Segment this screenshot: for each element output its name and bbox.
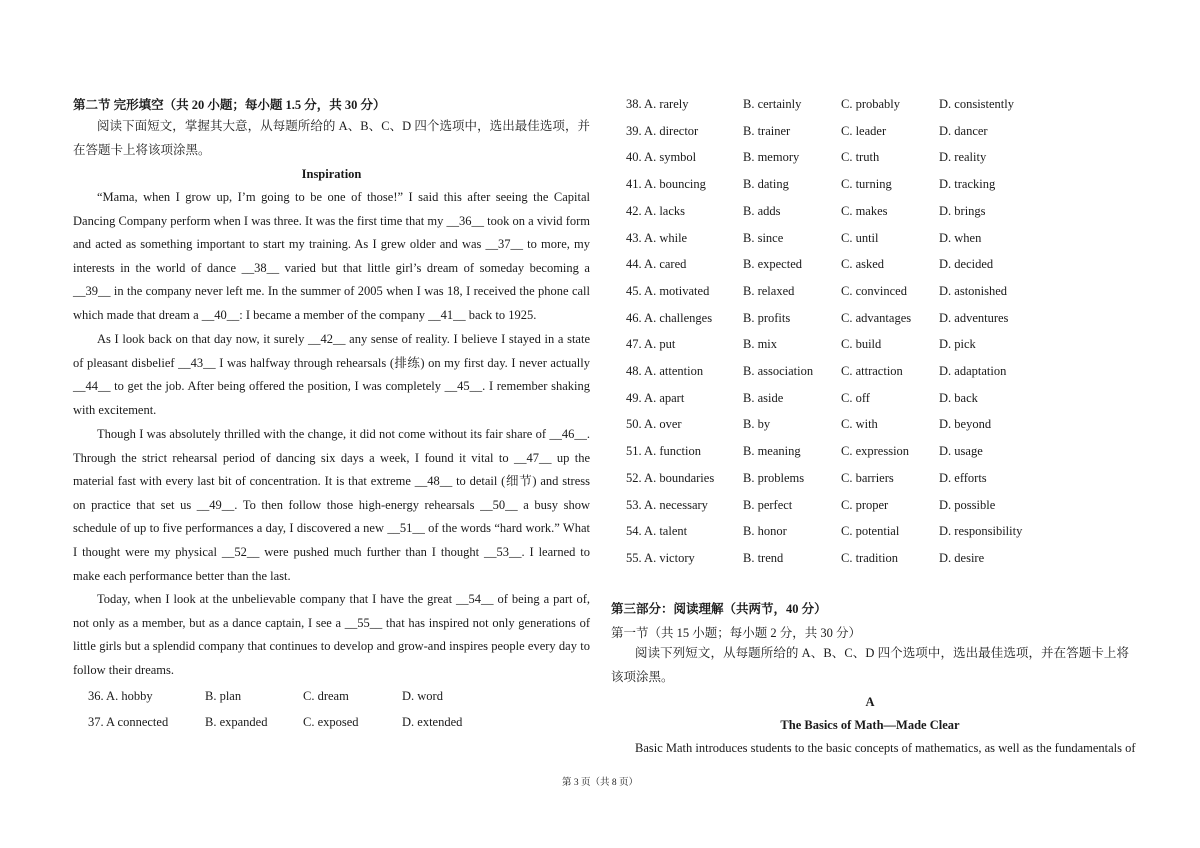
- option-b: B. mix: [743, 337, 778, 352]
- option-b: B. profits: [743, 310, 791, 325]
- option-a: 50. A. over: [626, 417, 682, 432]
- passage-text: Basic Math introduces students to the basic concepts of mathematics, as well as the fundamentals of: [635, 741, 1136, 755]
- page-footer: 第 3 页（共 8 页）: [561, 778, 638, 788]
- option-d: D. adventures: [939, 310, 1009, 325]
- option-a: 46. A. challenges: [626, 310, 713, 325]
- option-c: C. truth: [841, 150, 880, 165]
- option-c: C. makes: [841, 203, 888, 218]
- option-c: C. proper: [841, 497, 889, 512]
- option-d: D. adaptation: [939, 364, 1007, 378]
- option-c: C. build: [841, 337, 882, 352]
- option-d: D. responsibility: [939, 524, 1023, 539]
- option-a: 52. A. boundaries: [626, 470, 715, 485]
- option-b: B. since: [743, 230, 784, 245]
- option-d: D. dancer: [939, 123, 988, 138]
- option-d: D. brings: [939, 203, 986, 218]
- option-d: D. efforts: [939, 470, 987, 485]
- passage-title-math: The Basics of Math—Made Clear: [780, 718, 960, 732]
- part-heading: 第三部分：阅读理解（共两节，40 分）: [611, 602, 827, 616]
- option-a: 55. A. victory: [626, 550, 695, 565]
- option-c: C. convinced: [841, 283, 907, 298]
- option-c: C. turning: [841, 177, 892, 192]
- option-a: 39. A. director: [626, 123, 699, 138]
- instructions: 阅读下面短文，掌握其大意，从每题所给的 A、B、C、D 四个选项中，选出最佳选项，并在答题卡上将该项涂黑。: [73, 119, 590, 157]
- option-c: C. with: [841, 417, 878, 432]
- option-c: C. tradition: [841, 550, 898, 565]
- option-c: C. attraction: [841, 364, 903, 378]
- option-a: 41. A. bouncing: [626, 177, 706, 192]
- section-heading: 第二节 完形填空（共 20 小题；每小题 1.5 分，共 30 分）: [73, 98, 386, 112]
- option-a: 40. A. symbol: [626, 150, 697, 165]
- option-a: 38. A. rarely: [626, 97, 689, 111]
- option-b: B. association: [743, 364, 814, 378]
- option-b: B. expanded: [205, 715, 268, 729]
- option-a: 53. A. necessary: [626, 497, 708, 512]
- option-d: D. back: [939, 390, 978, 405]
- option-a: 37. A connected: [88, 715, 169, 729]
- option-a: 54. A. talent: [626, 524, 688, 539]
- option-c: C. advantages: [841, 310, 912, 325]
- option-b: B. certainly: [743, 97, 802, 111]
- passage-letter: A: [865, 695, 875, 709]
- option-d: D. consistently: [939, 97, 1014, 111]
- paragraph-2: As I look back on that day now, it surely __42__ any sense of reality. I believe I stayed in a state of pleasant disbelief __43__ I was halfway through rehearsals (排练) on my first day. I never actually __44__ to get the job. After being offered the position, I was completely __45__. I remember shaking with excitement.: [73, 332, 590, 417]
- option-b: B. problems: [743, 470, 805, 485]
- option-b: B. meaning: [743, 444, 801, 459]
- option-b: B. adds: [743, 203, 781, 218]
- option-d: D. usage: [939, 444, 983, 459]
- option-c: C. off: [841, 390, 870, 405]
- option-b: B. honor: [743, 524, 787, 539]
- option-b: B. memory: [743, 150, 800, 165]
- option-d: D. pick: [939, 337, 976, 352]
- option-c: C. probably: [841, 97, 901, 111]
- option-c: C. potential: [841, 524, 900, 539]
- option-a: 44. A. cared: [626, 257, 687, 272]
- option-c: C. barriers: [841, 470, 894, 485]
- option-a: 45. A. motivated: [626, 283, 710, 298]
- reading-instructions: 阅读下列短文，从每题所给的 A、B、C、D 四个选项中，选出最佳选项，并在答题卡上将该项涂黑。: [611, 646, 1129, 684]
- option-a: 36. A. hobby: [88, 689, 153, 703]
- option-a: 49. A. apart: [626, 390, 685, 405]
- option-c: C. leader: [841, 123, 887, 138]
- option-c: C. exposed: [303, 715, 359, 729]
- option-c: C. asked: [841, 257, 885, 272]
- option-a: 51. A. function: [626, 444, 701, 459]
- option-b: B. perfect: [743, 497, 793, 512]
- option-d: D. when: [939, 230, 982, 245]
- option-c: C. expression: [841, 444, 910, 459]
- paragraph-4: Today, when I look at the unbelievable company that I have the great __54__ of being a part of, not only as a member, but as a dance captain, I see a __55__ that has inspired not only generations of little girls but a splendid company that continues to develop and grow-and inspires people every day to follow their dreams.: [73, 592, 590, 677]
- option-b: B. relaxed: [743, 283, 795, 298]
- option-b: B. by: [743, 417, 771, 432]
- option-b: B. expected: [743, 257, 803, 272]
- option-d: D. word: [402, 689, 443, 703]
- option-d: D. astonished: [939, 283, 1008, 298]
- option-c: C. until: [841, 230, 879, 245]
- option-b: B. trend: [743, 550, 784, 565]
- option-d: D. desire: [939, 550, 985, 565]
- paragraph-3: Though I was absolutely thrilled with the change, it did not come without its fair share of __46__. Through the strict rehearsal period of dancing six days a week, I found it vital to __47__ up the material fast with every last bit of concentration. It is that extreme __48__ to detail (细节) and stress on practice that set us __49__. To then follow those high-energy rehearsals __50__ a busy show schedule of up to five performances a day, I discovered a new __51__ of the words “hard work.” What I thought were my physical __52__ were pushed much further than I thought __53__. I learned to make each performance better than the last.: [73, 427, 590, 583]
- paragraph-1: “Mama, when I grow up, I’m going to be one of those!” I said this after seeing the Capital Dancing Company perform when I was three. It was the first time that my __36__ took on a vivid form and acted as something important to start my training. As I grew older and was __37__ to more, my interests in the world of dance __38__ varied but that little girl’s dream of someday becoming a __39__ in the company never left me. In the summer of 2005 when I was 18, I received the phone call which made that dream a __40__: I became a member of the company __41__ back to 1925.: [73, 190, 590, 322]
- option-a: 43. A. while: [626, 230, 688, 245]
- subsection-heading: 第一节（共 15 小题；每小题 2 分，共 30 分）: [611, 626, 862, 640]
- option-d: D. decided: [939, 257, 994, 272]
- option-b: B. dating: [743, 177, 789, 192]
- option-d: D. tracking: [939, 177, 996, 192]
- option-d: D. reality: [939, 150, 987, 165]
- option-a: 48. A. attention: [626, 364, 704, 378]
- option-a: 42. A. lacks: [626, 203, 686, 218]
- option-a: 47. A. put: [626, 337, 676, 352]
- option-c: C. dream: [303, 689, 349, 703]
- option-b: B. aside: [743, 390, 784, 405]
- option-b: B. plan: [205, 689, 242, 703]
- option-d: D. beyond: [939, 417, 992, 432]
- option-d: D. possible: [939, 497, 996, 512]
- option-d: D. extended: [402, 715, 463, 729]
- option-b: B. trainer: [743, 123, 791, 138]
- passage-title: Inspiration: [301, 167, 362, 181]
